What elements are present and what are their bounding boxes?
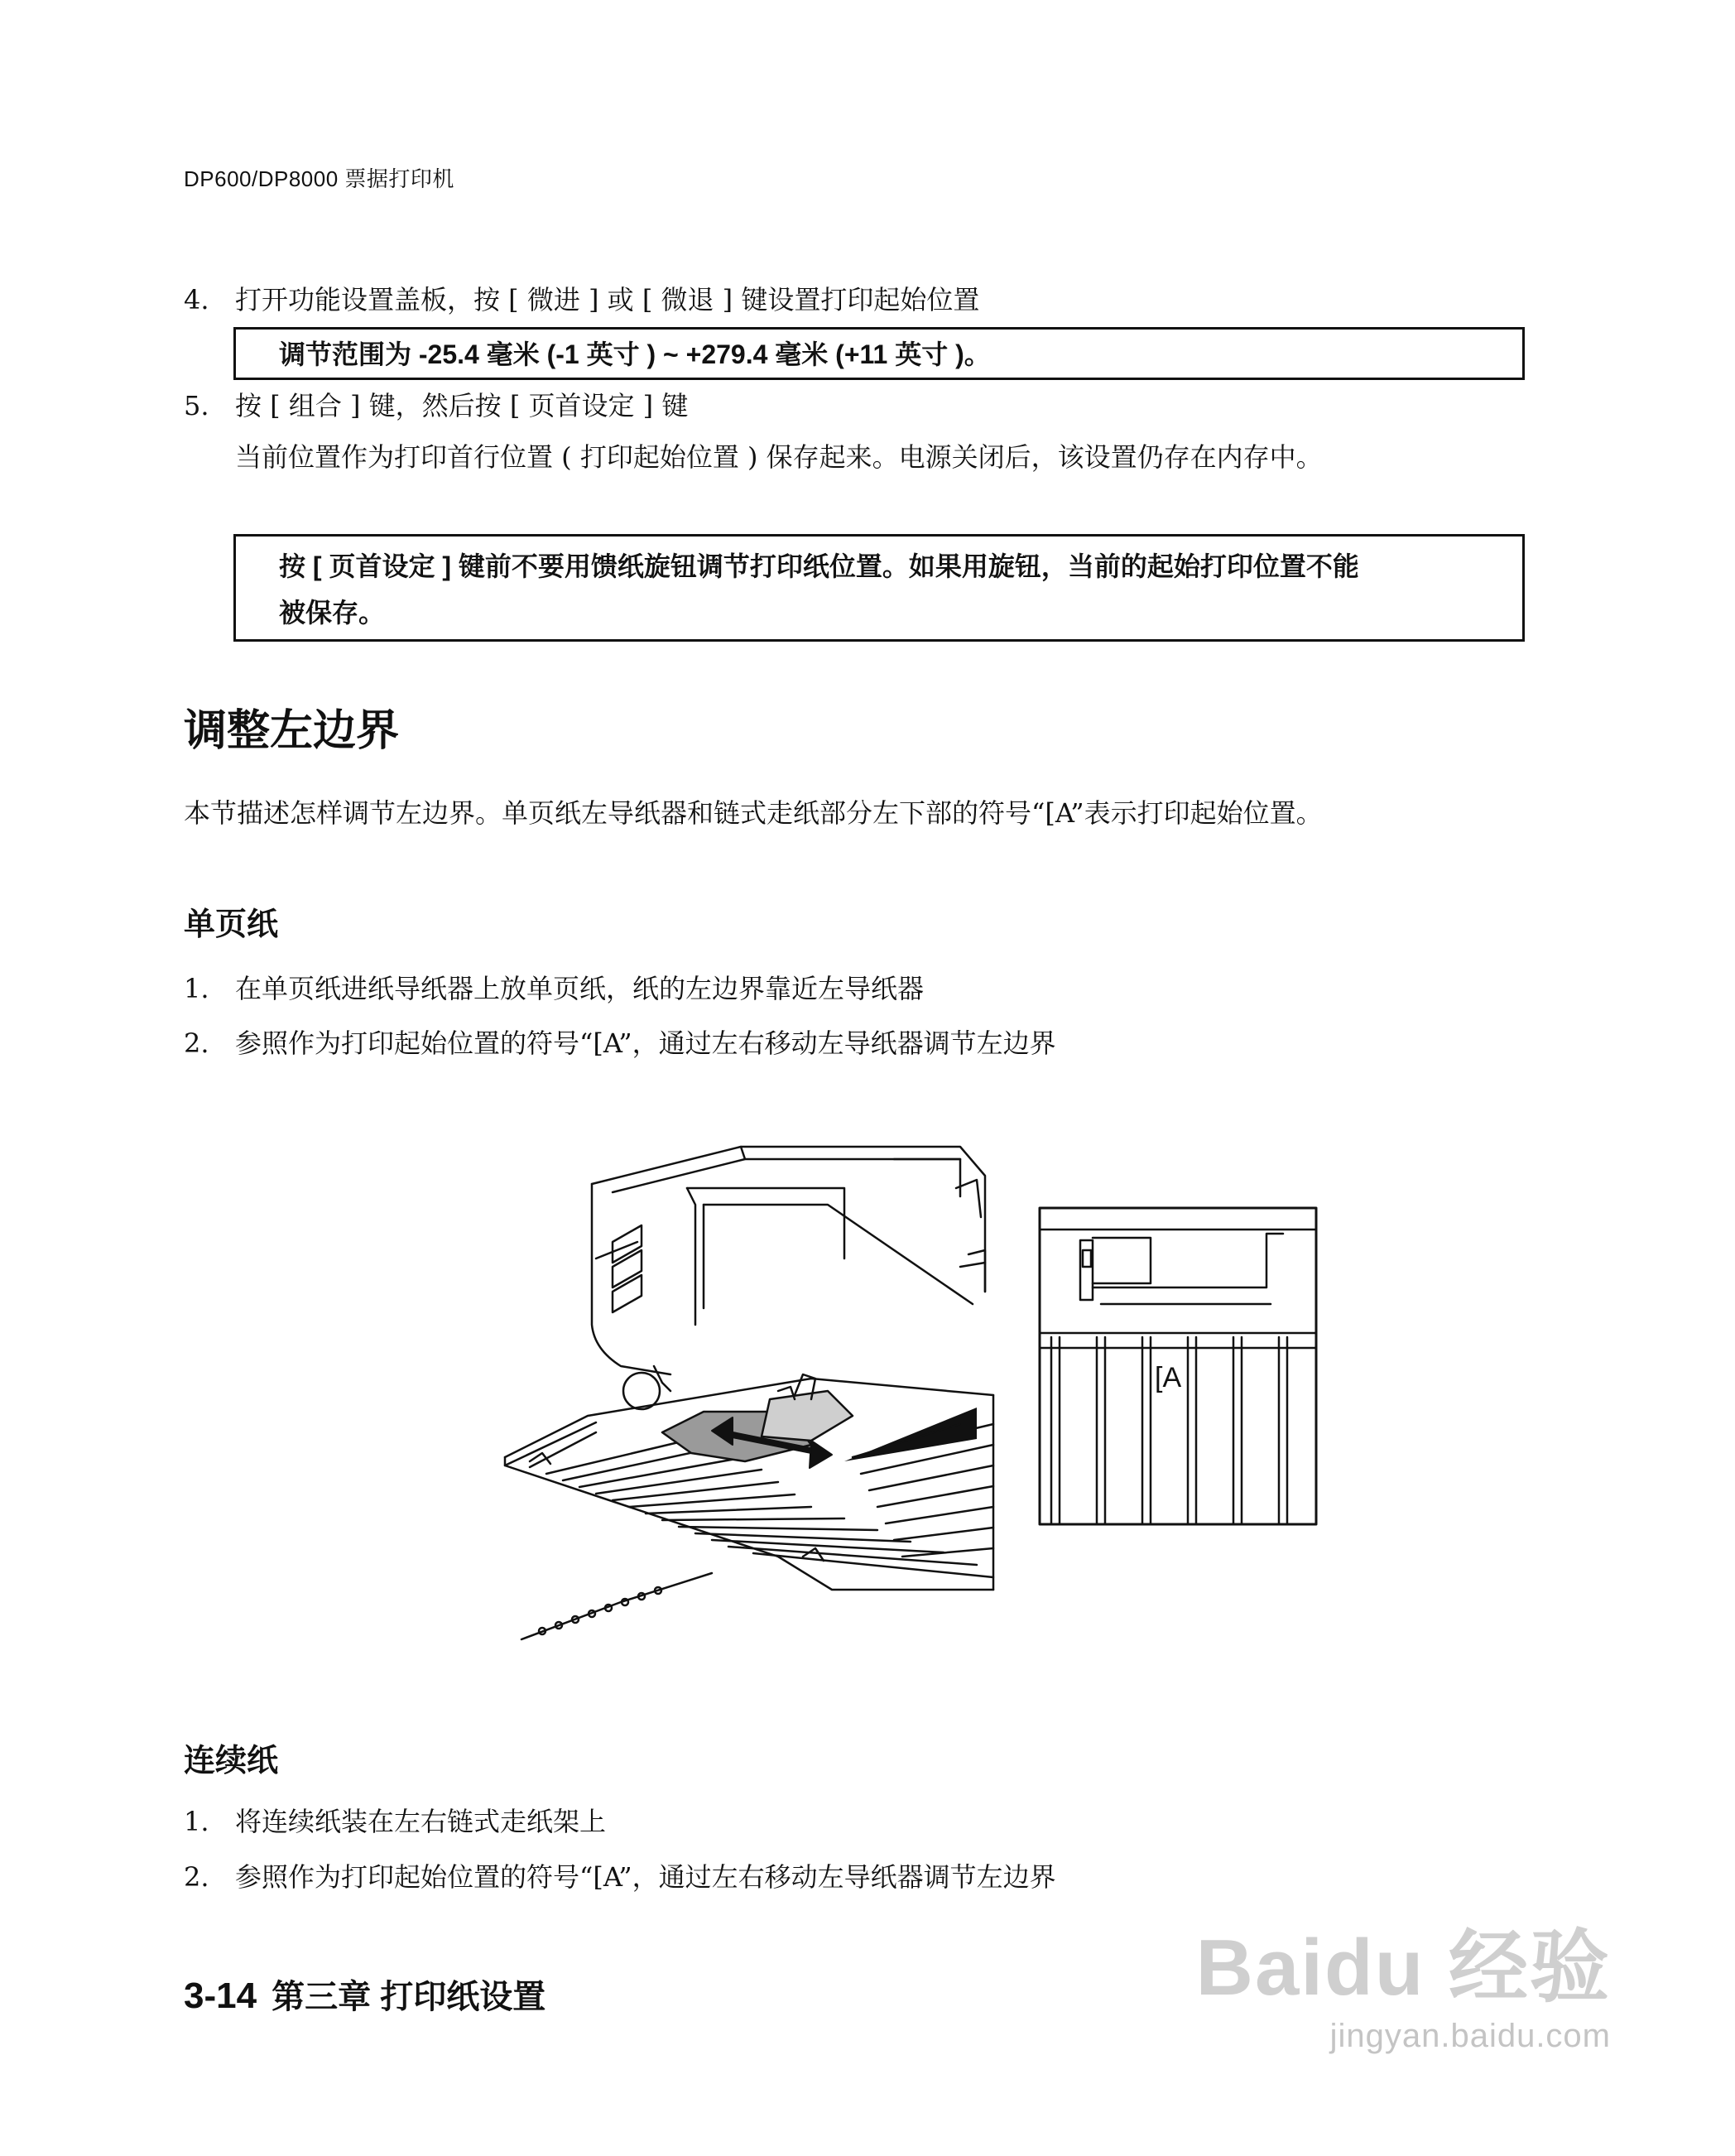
warning-box bbox=[233, 534, 1525, 642]
section-intro: 本节描述怎样调节左边界。单页纸左导纸器和链式走纸部分左下部的符号“[A”表示打印起始位置。 bbox=[184, 797, 1323, 829]
step-5-description: 当前位置作为打印首行位置 ( 打印起始位置 ) 保存起来。电源关闭后，该设置仍存在内存中。 bbox=[235, 441, 1323, 473]
step-text: 打开功能设置盖板，按 [ 微进 ] 或 [ 微退 ] 键设置打印起始位置 bbox=[235, 284, 980, 315]
page-number: 3-14 bbox=[184, 1976, 257, 2016]
step-number: 1. bbox=[184, 973, 209, 1004]
watermark-url: jingyan.baidu.com bbox=[1329, 2018, 1611, 2054]
step-text: 在单页纸进纸导纸器上放单页纸，纸的左边界靠近左导纸器 bbox=[235, 973, 925, 1004]
single-sheet-step-2 bbox=[184, 1025, 1056, 1061]
subsection-title-continuous: 连续纸 bbox=[184, 1744, 279, 1778]
page-footer bbox=[184, 1971, 545, 2018]
step-number: 1. bbox=[184, 1806, 209, 1837]
step-text: 参照作为打印起始位置的符号“[A”，通过左右移动左导纸器调节左边界 bbox=[235, 1027, 1056, 1059]
sprocket-holes bbox=[521, 1573, 712, 1639]
subsection-title-single-sheet: 单页纸 bbox=[184, 907, 279, 942]
step-number: 2. bbox=[184, 1861, 209, 1893]
range-note-box bbox=[233, 327, 1525, 380]
step-number: 2. bbox=[184, 1027, 209, 1059]
running-header: DP600/DP8000 票据打印机 bbox=[184, 166, 454, 191]
step-5 bbox=[184, 387, 688, 424]
step-4 bbox=[184, 282, 979, 318]
range-note-text: 调节范围为 -25.4 毫米 (-1 英寸 ) ~ +279.4 毫米 (+11 英寸 )。 bbox=[279, 339, 991, 369]
printer-left-guide-figure bbox=[497, 1126, 1341, 1648]
warning-line-1: 按 [ 页首设定 ] 键前不要用馈纸旋钮调节打印纸位置。如果用旋钮，当前的起始打印位置不能 bbox=[279, 551, 1359, 581]
step-text: 参照作为打印起始位置的符号“[A”，通过左右移动左导纸器调节左边界 bbox=[235, 1861, 1056, 1893]
start-position-mark: [A bbox=[1155, 1362, 1182, 1393]
warning-line-2: 被保存。 bbox=[279, 598, 386, 628]
paper-tray bbox=[505, 1379, 993, 1590]
continuous-step-1 bbox=[184, 1803, 606, 1840]
printer-body bbox=[592, 1147, 985, 1409]
baidu-watermark bbox=[1180, 1904, 1611, 2103]
chapter-title: 第三章 打印纸设置 bbox=[272, 1979, 546, 2015]
step-number: 4. bbox=[184, 284, 209, 315]
single-sheet-step-1 bbox=[184, 970, 924, 1007]
step-text: 按 [ 组合 ] 键，然后按 [ 页首设定 ] 键 bbox=[235, 390, 689, 421]
section-title: 调整左边界 bbox=[184, 707, 400, 755]
step-number: 5. bbox=[184, 390, 209, 421]
watermark-logo: Baidu 经验 bbox=[1195, 1923, 1611, 2012]
step-text: 将连续纸装在左右链式走纸架上 bbox=[235, 1806, 607, 1837]
continuous-step-2 bbox=[184, 1859, 1056, 1895]
